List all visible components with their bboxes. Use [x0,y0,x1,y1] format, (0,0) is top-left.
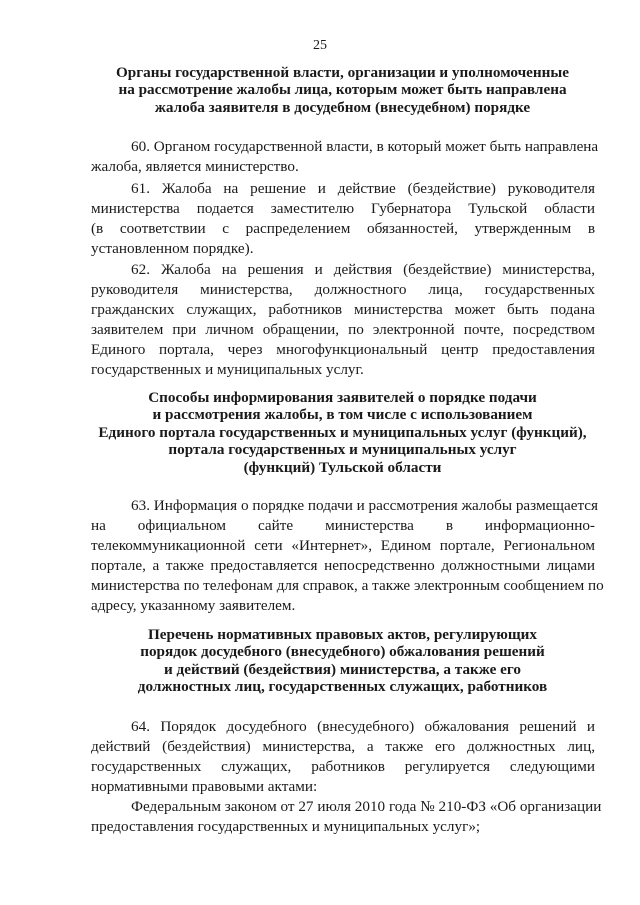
paragraph-line: адресу, указанному заявителем. [91,597,296,614]
paragraph-line: руководителя министерства, должностного лица, государственных [91,281,595,298]
section-heading-regulatory-acts [90,626,595,696]
paragraph-line: министерства подается заместителю Губернатора Тульской области [91,200,595,217]
paragraph-line: государственных и муниципальных услуг. [91,361,364,378]
paragraph-line: заявителем при личном обращении, по электронной почте, посредством [91,321,595,338]
heading-line: (функций) Тульской области [243,458,442,476]
heading-line: должностных лиц, государственных служащих, работников [137,678,548,696]
paragraph-line: действий (бездействия) министерства, а также его должностных лиц, [91,738,595,755]
heading-line: и рассмотрения жалобы, в том числе с использованием [152,406,533,424]
paragraph-line: 63. Информация о порядке подачи и рассмотрения жалобы размещается [131,497,599,514]
heading-line: Единого портала государственных и муниципальных услуг (функций), [98,423,587,441]
heading-line: жалоба заявителя в досудебном (внесудебном) порядке [154,98,531,116]
paragraph-line: 62. Жалоба на решения и действия (бездействие) министерства, [131,261,595,278]
heading-line: Способы информирования заявителей о порядке подачи [148,389,537,406]
paragraph-line: жалоба, является министерство. [91,158,299,175]
heading-line: портала государственных и муниципальных услуг [168,441,517,459]
paragraph-line: на официальном сайте министерства в информационно- [91,517,595,534]
heading-line: Органы государственной власти, организации и уполномоченные [115,64,569,81]
paragraph-line: установленном порядке). [91,240,254,257]
paragraph-line: предоставления государственных и муниципальных услуг»; [91,818,481,835]
paragraph-line: телекоммуникационной сети «Интернет», Едином портале, Региональном [91,537,595,554]
heading-line: порядок досудебного (внесудебного) обжалования решений [140,643,545,661]
paragraph-line: Федеральным законом от 27 июля 2010 года № 210-ФЗ «Об организации [131,798,602,815]
paragraph-line: нормативными правовыми актами: [91,778,318,795]
paragraph-line: (в соответствии с распределением обязанностей, утвержденным в [91,220,595,237]
section-heading-complaint-authorities [90,64,595,116]
paragraph-line: портале, а также предоставляется непосредственно должностными лицами [91,557,595,574]
paragraph-line: 61. Жалоба на решение и действие (бездействие) руководителя [131,180,595,197]
paragraph-line: 60. Органом государственной власти, в который может быть направлена [131,138,599,155]
heading-line: и действий (бездействия) министерства, а также его [163,660,521,678]
paragraph-line: министерства по телефонам для справок, а также электронным сообщением по [91,577,604,594]
paragraph-line: Единого портала, через многофункциональный центр предоставления [91,341,595,358]
heading-line: на рассмотрение жалобы лица, которым может быть направлена [118,81,567,99]
page-number: 25 [313,38,327,53]
heading-line: Перечень нормативных правовых актов, регулирующих [147,626,537,643]
section-heading-informing-methods [90,389,595,476]
paragraph-line: 64. Порядок досудебного (внесудебного) обжалования решений и [131,718,595,735]
paragraph-line: государственных служащих, работников регулируется следующими [91,758,595,775]
paragraph-line: гражданских служащих, работников министерства может быть подана [91,301,595,318]
